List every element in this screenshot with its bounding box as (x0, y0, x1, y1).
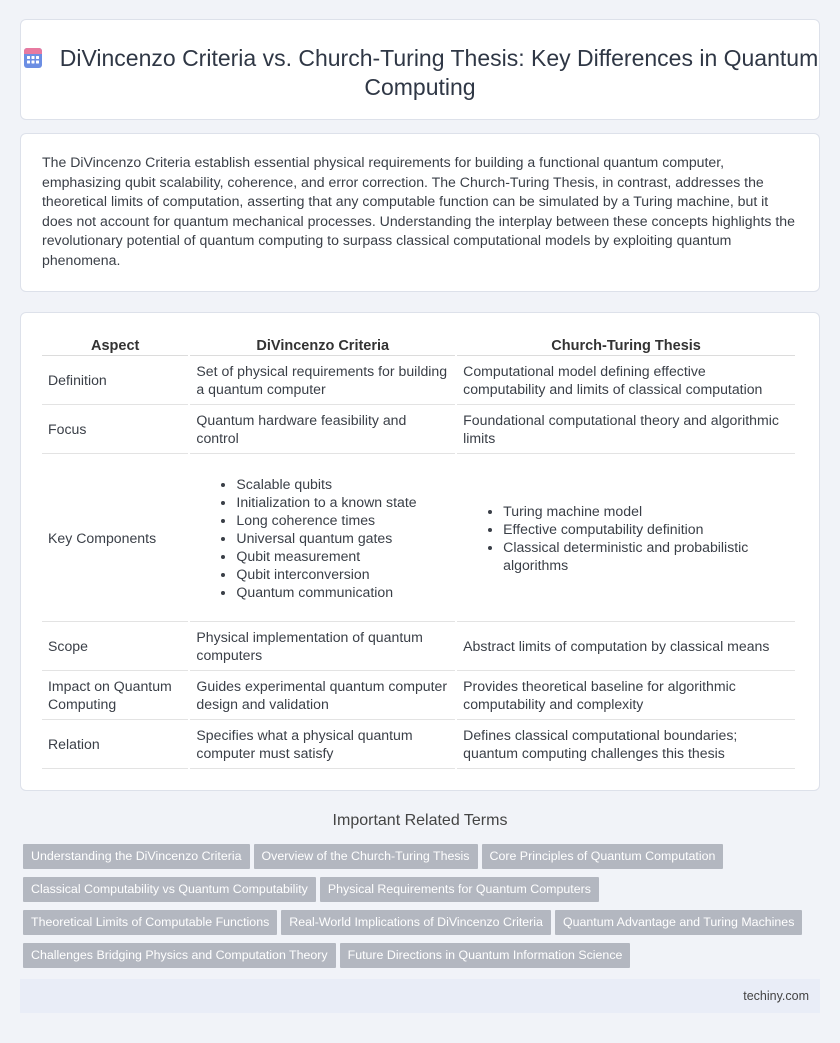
list-item: • Scalable qubits (236, 475, 449, 493)
list-item: • Effective computability definition (503, 520, 789, 538)
related-term-tag[interactable]: Theoretical Limits of Computable Functions (23, 910, 277, 935)
row-aspect: Definition (42, 356, 188, 405)
row-church-turing (457, 454, 795, 622)
header-divincenzo: DiVincenzo Criteria (190, 334, 455, 356)
related-term-tag[interactable]: Challenges Bridging Physics and Computation Theory (23, 943, 336, 968)
church-turing-list (463, 502, 789, 574)
calculator-icon (22, 47, 44, 69)
title-text: DiVincenzo Criteria vs. Church-Turing Thesis: Key Differences in Quantum Computing (59, 45, 819, 100)
table-row (42, 356, 795, 405)
row-aspect: Scope (42, 622, 188, 671)
related-term-tag[interactable]: Core Principles of Quantum Computation (482, 844, 724, 869)
related-term-tag[interactable]: Quantum Advantage and Turing Machines (555, 910, 802, 935)
list-item: • Qubit interconversion (236, 565, 449, 583)
row-divincenzo: Specifies what a physical quantum computer must satisfy (190, 720, 455, 769)
intro-text: The DiVincenzo Criteria establish essential physical requirements for building a functional quantum computer, emphasizing qubit scalability, coherence, and error correction. The Church-Turing Thesis, in contrast, addresses the theoretical limits of computation, asserting that any computable function can be simulated by a Turing machine, but it does not account for quantum mechanical processes. Understanding the interplay between these concepts highlights the revolutionary potential of quantum computing to surpass classical computational models by exploiting quantum phenomena. (42, 154, 795, 268)
list-item: • Long coherence times (236, 511, 449, 529)
row-divincenzo: Physical implementation of quantum computers (190, 622, 455, 671)
table-row (42, 671, 795, 720)
footer-site[interactable]: techiny.com (743, 989, 809, 1003)
list-item: • Turing machine model (503, 502, 789, 520)
comparison-card (20, 312, 820, 791)
related-term-tag[interactable]: Overview of the Church-Turing Thesis (254, 844, 478, 869)
row-divincenzo: Guides experimental quantum computer design and validation (190, 671, 455, 720)
related-term-tag[interactable]: Physical Requirements for Quantum Computers (320, 877, 599, 902)
row-aspect: Key Components (42, 454, 188, 622)
header-church-turing: Church-Turing Thesis (457, 334, 795, 356)
related-term-tag[interactable]: Classical Computability vs Quantum Computability (23, 877, 316, 902)
footer (20, 979, 820, 1013)
list-item: • Classical deterministic and probabilistic algorithms (503, 538, 789, 574)
row-divincenzo: Quantum hardware feasibility and control (190, 405, 455, 454)
row-church-turing: Defines classical computational boundaries; quantum computing challenges this thesis (457, 720, 795, 769)
table-row (42, 454, 795, 622)
header-aspect: Aspect (42, 334, 188, 356)
related-terms-heading: Important Related Terms (332, 812, 508, 829)
table-row (42, 405, 795, 454)
list-item: • Quantum communication (236, 583, 449, 601)
table-row (42, 720, 795, 769)
comparison-table (40, 334, 797, 769)
list-item: • Initialization to a known state (236, 493, 449, 511)
divincenzo-list (196, 475, 449, 601)
row-church-turing: Foundational computational theory and algorithmic limits (457, 405, 795, 454)
row-church-turing: Provides theoretical baseline for algorithmic computability and complexity (457, 671, 795, 720)
related-term-tag[interactable]: Real-World Implications of DiVincenzo Criteria (281, 910, 551, 935)
related-term-tag[interactable]: Understanding the DiVincenzo Criteria (23, 844, 250, 869)
table-header-row (42, 334, 795, 356)
row-church-turing: Abstract limits of computation by classical means (457, 622, 795, 671)
list-item: • Qubit measurement (236, 547, 449, 565)
row-divincenzo (190, 454, 455, 622)
related-terms-tags (23, 844, 823, 976)
title-card (20, 19, 820, 120)
row-aspect: Relation (42, 720, 188, 769)
table-row (42, 622, 795, 671)
intro-card (20, 133, 820, 292)
related-term-tag[interactable]: Future Directions in Quantum Information Science (340, 943, 631, 968)
row-church-turing: Computational model defining effective computability and limits of classical computation (457, 356, 795, 405)
list-item: • Universal quantum gates (236, 529, 449, 547)
row-aspect: Impact on Quantum Computing (42, 671, 188, 720)
row-divincenzo: Set of physical requirements for building a quantum computer (190, 356, 455, 405)
row-aspect: Focus (42, 405, 188, 454)
page-title (21, 44, 819, 102)
